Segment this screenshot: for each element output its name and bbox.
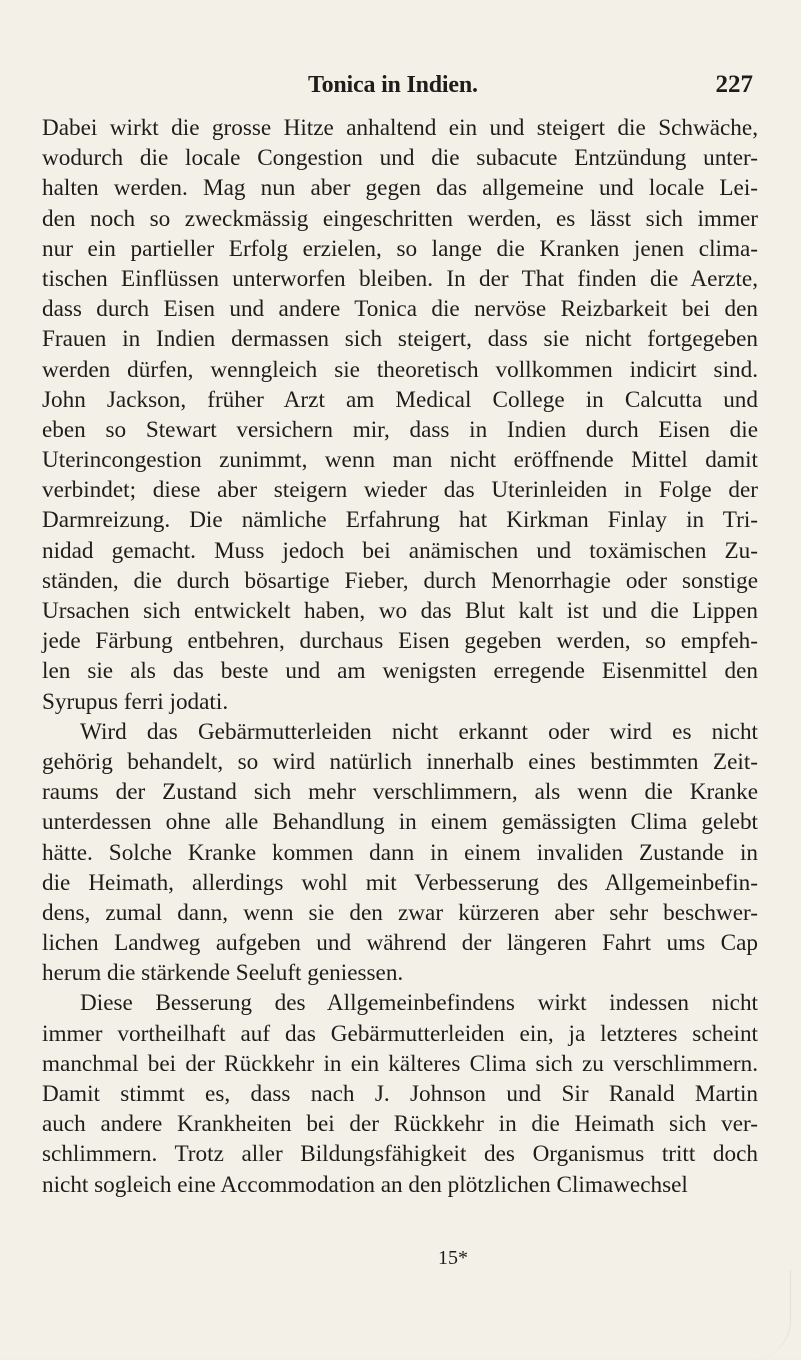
text-line: immer vortheilhaft auf das Gebärmutterleiden ein, ja letzteres scheint — [42, 1020, 758, 1047]
text-line: manchmal bei der Rückkehr in ein kälteres Clima sich zu verschlimmern. — [42, 1050, 758, 1077]
text-line: len sie als das beste und am wenigsten erregende Eisenmittel den — [42, 658, 758, 685]
text-line: unterdessen ohne alle Behandlung in einem gemässigten Clima gelebt — [42, 809, 758, 836]
text-line: werden dürfen, wenngleich sie theoretisch vollkommen indicirt sind. — [42, 356, 758, 383]
text-line: den noch so zweckmässig eingeschritten werden, es lässt sich immer — [42, 205, 758, 232]
page-number: 227 — [715, 71, 753, 98]
text-line: Darmreizung. Die nämliche Erfahrung hat Kirkman Finlay in Tri- — [42, 507, 758, 534]
text-line: ständen, die durch bösartige Fieber, durch Menorrhagie oder sonstige — [42, 567, 758, 594]
text-line: dens, zumal dann, wenn sie den zwar kürzeren aber sehr beschwer- — [42, 899, 758, 926]
text-line: wodurch die locale Congestion und die subacute Entzündung unter- — [42, 145, 758, 172]
text-line: die Heimath, allerdings wohl mit Verbesserung des Allgemeinbefin- — [42, 869, 758, 896]
text-line: Uterincongestion zunimmt, wenn man nicht eröffnende Mittel damit — [42, 447, 758, 474]
paragraph-3 — [42, 988, 758, 1199]
text-line: John Jackson, früher Arzt am Medical College in Calcutta und — [42, 386, 758, 413]
text-line: Damit stimmt es, dass nach J. Johnson und Sir Ranald Martin — [42, 1081, 758, 1107]
text-line: nur ein partieller Erfolg erzielen, so lange die Kranken jenen clima- — [42, 235, 758, 262]
text-line: auch andere Krankheiten bei der Rückkehr in die Heimath sich ver- — [42, 1111, 758, 1138]
text-line: lichen Landweg aufgeben und während der längeren Fahrt ums Cap — [42, 930, 758, 957]
text-line: nidad gemacht. Muss jedoch bei anämischen und toxämischen Zu- — [42, 537, 758, 564]
text-line: halten werden. Mag nun aber gegen das allgemeine und locale Lei- — [42, 175, 758, 202]
text-line: Dabei wirkt die grosse Hitze anhaltend ein und steigert die Schwäche, — [42, 115, 758, 141]
text-line: Wird das Gebärmutterleiden nicht erkannt oder wird es nicht — [80, 718, 758, 745]
text-line: herum die stärkende Seeluft geniessen. — [42, 960, 404, 987]
running-head — [0, 72, 801, 102]
text-line: hätte. Solche Kranke kommen dann in einem invaliden Zustande in — [42, 839, 758, 866]
text-line: gehörig behandelt, so wird natürlich innerhalb eines bestimmten Zeit- — [42, 748, 758, 775]
text-line: dass durch Eisen und andere Tonica die nervöse Reizbarkeit bei den — [42, 296, 758, 323]
text-line: Diese Besserung des Allgemeinbefindens wirkt indessen nicht — [80, 990, 758, 1017]
text-line: eben so Stewart versichern mir, dass in Indien durch Eisen die — [42, 416, 758, 443]
body-text — [42, 113, 758, 1200]
page-corner-shadow — [710, 1270, 791, 1360]
text-line: Syrupus ferri jodati. — [42, 688, 229, 715]
text-line: Frauen in Indien dermassen sich steigert, dass sie nicht fortgegeben — [42, 326, 758, 353]
paragraph-2 — [42, 717, 758, 989]
text-line: nicht sogleich eine Accommodation an den plötzlichen Climawechsel — [42, 1171, 688, 1198]
text-line: tischen Einflüssen unterworfen bleiben. In der That finden die Aerzte, — [42, 265, 758, 292]
text-line: Ursachen sich entwickelt haben, wo das Blut kalt ist und die Lippen — [42, 598, 758, 624]
running-title: Tonica in Indien. — [308, 72, 478, 98]
text-line: jede Färbung entbehren, durchaus Eisen gegeben werden, so empfeh- — [42, 628, 758, 655]
text-line: raums der Zustand sich mehr verschlimmern, als wenn die Kranke — [42, 779, 758, 806]
text-line: schlimmern. Trotz aller Bildungsfähigkeit des Organismus tritt doch — [42, 1141, 758, 1168]
paragraph-1 — [42, 113, 758, 717]
printer-signature: 15* — [438, 1247, 468, 1269]
text-line: verbindet; diese aber steigern wieder das Uterinleiden in Folge der — [42, 477, 758, 504]
